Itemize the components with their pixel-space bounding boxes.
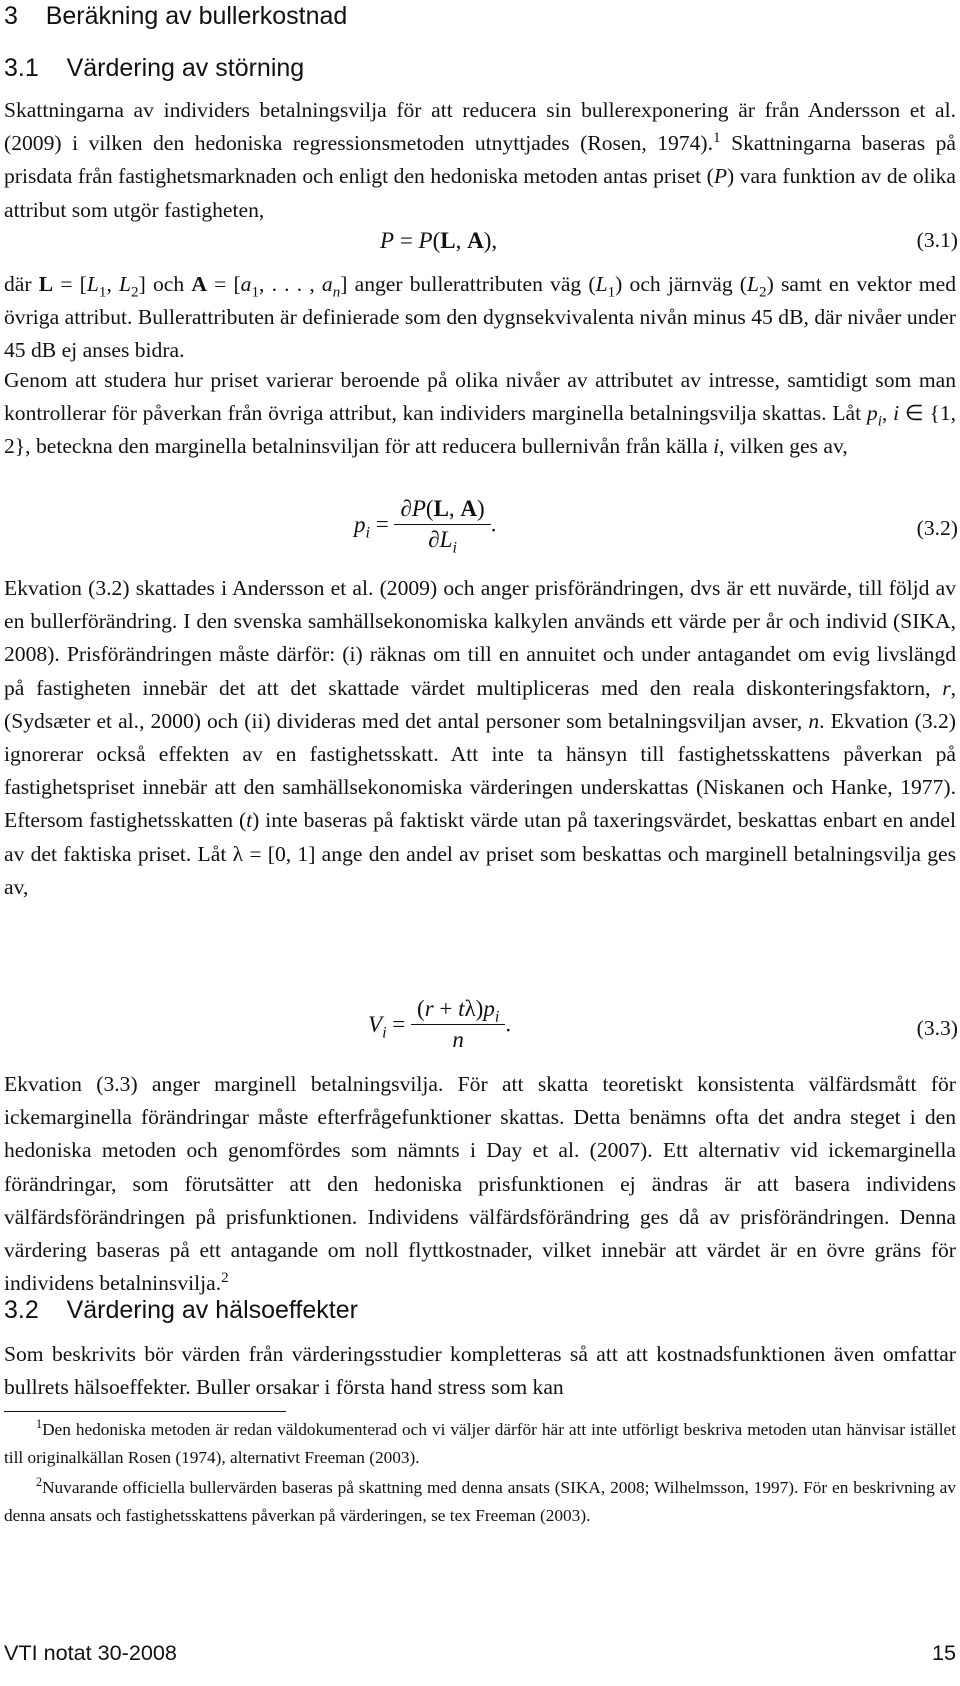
subsection-number: 3.1 — [4, 54, 39, 82]
equation-body: $p_i$ = $\frac{\partial P(L, A)}{\partial L_i}$ . — [354, 496, 497, 557]
page-footer — [4, 1640, 956, 1666]
equation-number: (3.1) — [916, 228, 958, 252]
subsection-heading-2 — [4, 1294, 358, 1326]
equation-number: (3.3) — [916, 1016, 958, 1040]
footnote-divider — [4, 1411, 286, 1412]
paragraph-1: Skattningarna av individers betalningsvilja för att reducera sin bullerexponering är från Andersson et al. (2009) i vilken den hedoniska regressionsmetoden utnyttjades (Rosen, 1974).$^1$ Skattningarna baseras på prisdata från fastighetsmarknaden och enligt den hedoniska metoden antas priset (P) vara funktion av de olika attribut som utgör fastigheten, — [4, 98, 957, 222]
footnote-1: $^1$Den hedoniska metoden är redan väldokumenterad och vi väljer därför här att inte utförligt beskriva metoden utan hänvisar istället till originalkällan Rosen (1974), alternativt Freeman (2003). — [4, 1417, 956, 1467]
paragraph-2: där $L = [L_1$, $L_2$] och $A = [a_1$, . . . , $a_n$] anger bullerattributen väg $(L_1)$ och järnväg $(L_2)$ samt en vektor med övriga attribut. Bullerattributen är definierade som den dygnsekvivalenta nivån minus 45 dB, där nivåer under 45 dB ej anses bidra. — [4, 272, 956, 363]
subsection-heading-1 — [4, 52, 304, 84]
paragraph-4: Ekvation (3.2) skattades i Andersson et al. (2009) och anger prisförändringen, dvs är ett nuvärde, till följd av en bullerförändring. I den svenska samhällsekonomiska kalkylen används ett värde per år och individ (SIKA, 2008). Prisförändringen måste därför: (i) räknas om till en annuitet och under antagandet om evig livslängd på fastigheten innebär det att det skattade värdet multipliceras med den reala diskonteringsfaktorn, r, (Sydsæter et al., 2000) och (ii) divideras med det antal personer som betalningsviljan avser, n. Ekvation (3.2) ignorerar också effekten av en fastighetsskatt. Att inte ta hänsyn till fastighetsskattens påverkan på fastighetspriset innebär att den samhällsekonomiska värderingen underskattas (Niskanen och Hanke, 1977). Eftersom fastighetsskatten (t) inte baseras på faktiskt värde utan på taxeringsvärdet, beskattas enbart en andel av det faktiska priset. Låt λ = [0, 1] ange den andel av priset som beskattas och marginell betalningsvilja ges av, — [4, 576, 957, 899]
footnote-ref-2: 2 — [221, 1270, 229, 1287]
equation-body: $V_i$ = $\frac{(r + t\lambda)p_i}{n}$ . — [368, 996, 512, 1052]
section-title: Beräkning av bullerkostnad — [45, 2, 348, 30]
subsection-title: Värdering av störning — [66, 54, 305, 82]
paragraph-5: Ekvation (3.3) anger marginell betalningsvilja. För att skatta teoretiskt konsistenta välfärdsmått för ickemarginella förändringar måste efterfrågefunktioner skattas. Detta benämns ofta det andra steget i den hedoniska metoden och genomfördes som nämnts i Day et al. (2007). Ett alternativ vid ickemarginella förändringar, som förutsätter att den hedoniska prisfunktionen ej ändras är att basera individens välfärdsförändringen på prisfunktionen. Individens välfärdsförändring ges då av prisförändringen. Denna värdering baseras på ett antagande om noll flyttkostnader, vilket innebär att värdet är en övre gräns för individens betalninsvilja.$^2$ — [4, 1072, 956, 1296]
section-heading — [4, 0, 347, 32]
paragraph-3: Genom att studera hur priset varierar beroende på olika nivåer av attributet av intresse, samtidigt som man kontrollerar för påverkan från övriga attribut, kan individers marginella betalningsvilja skattas. Låt $p_i$, i ∈ {1, 2}, beteckna den marginella betalninsviljan för att reducera bullernivån från källa i, vilken ges av, — [4, 368, 957, 459]
equation-3-2 — [0, 492, 960, 572]
subsection-title: Värdering av hälsoeffekter — [66, 1296, 358, 1324]
equation-3-3 — [0, 996, 960, 1072]
section-number: 3 — [4, 2, 18, 30]
footnote-ref-1: 1 — [713, 130, 721, 147]
equation-number: (3.2) — [916, 516, 958, 540]
equation-3-1 — [0, 228, 960, 262]
page-number: 15 — [931, 1640, 956, 1665]
footnote-2: $^2$Nuvarande officiella bullervärden baseras på skattning med denna ansats (SIKA, 2008; Wilhelmsson, 1997). För en beskrivning av denna ansats och fastighetsskattens påverkan på värderingen, se tex Freeman (2003). — [4, 1475, 956, 1525]
equation-body: P = P(L, A), — [380, 228, 498, 253]
footer-publication: VTI notat 30-2008 — [4, 1640, 177, 1665]
paragraph-6: Som beskrivits bör värden från värderingsstudier kompletteras så att att kostnadsfunktionen även omfattar bullrets hälsoeffekter. Buller orsakar i första hand stress som kan — [4, 1342, 956, 1400]
subsection-number: 3.2 — [4, 1296, 39, 1324]
